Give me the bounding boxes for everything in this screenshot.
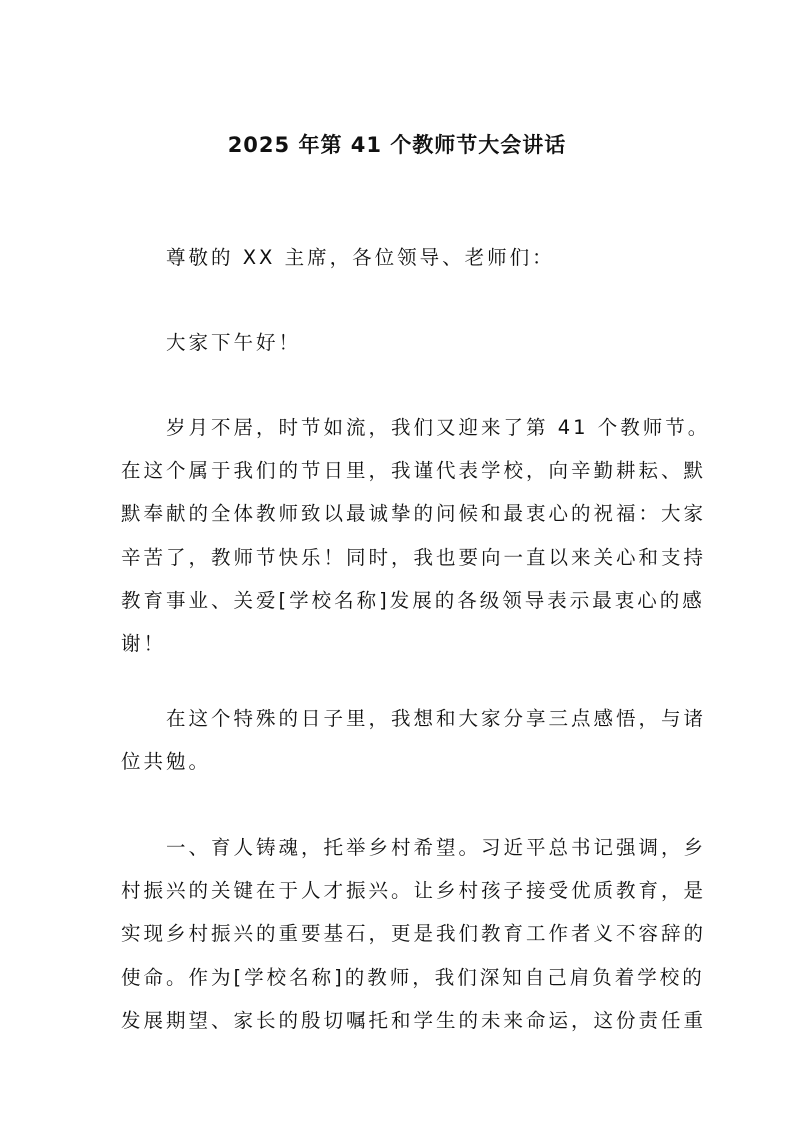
- paragraph-salutation: [121, 236, 673, 279]
- document-title: 2025 年第 41 个教师节大会讲话: [227, 133, 567, 157]
- paragraph-greeting: [121, 321, 673, 364]
- text-line: 位共勉。: [121, 750, 212, 774]
- text-line: 使命。作为[学校名称]的教师，我们深知自己肩负着学校的: [121, 965, 705, 989]
- text-line: 一、育人铸魂，托举乡村希望。习近平总书记强调，乡: [166, 836, 707, 859]
- text-line: 在这个特殊的日子里，我想和大家分享三点感悟，与诸: [166, 707, 707, 730]
- paragraph-intro: [121, 697, 707, 783]
- text-line: 发展期望、家长的殷切嘱托和学生的未来命运，这份责任重: [121, 1008, 707, 1032]
- text-line: 在这个属于我们的节日里，我谨代表学校，向辛勤耕耘、默: [121, 459, 707, 483]
- text-line: 尊敬的 XX 主席，各位领导、老师们：: [166, 246, 555, 269]
- text-line: 默奉献的全体教师致以最诚挚的问候和最衷心的祝福：大家: [121, 502, 707, 526]
- text-line: 村振兴的关键在于人才振兴。让乡村孩子接受优质教育，是: [121, 879, 707, 903]
- text-line: 辛苦了，教师节快乐！同时，我也要向一直以来关心和支持: [121, 545, 707, 569]
- text-line: 大家下午好！: [166, 331, 302, 354]
- text-line: 岁月不居，时节如流，我们又迎来了第 41 个教师节。: [166, 416, 711, 439]
- paragraph-opening: [121, 406, 711, 665]
- text-line: 教育事业、关爱[学校名称]发展的各级领导表示最衷心的感: [121, 588, 705, 612]
- paragraph-point-one: [121, 826, 707, 1042]
- text-line: 实现乡村振兴的重要基石，更是我们教育工作者义不容辞的: [121, 922, 707, 946]
- text-line: 谢！: [121, 632, 167, 656]
